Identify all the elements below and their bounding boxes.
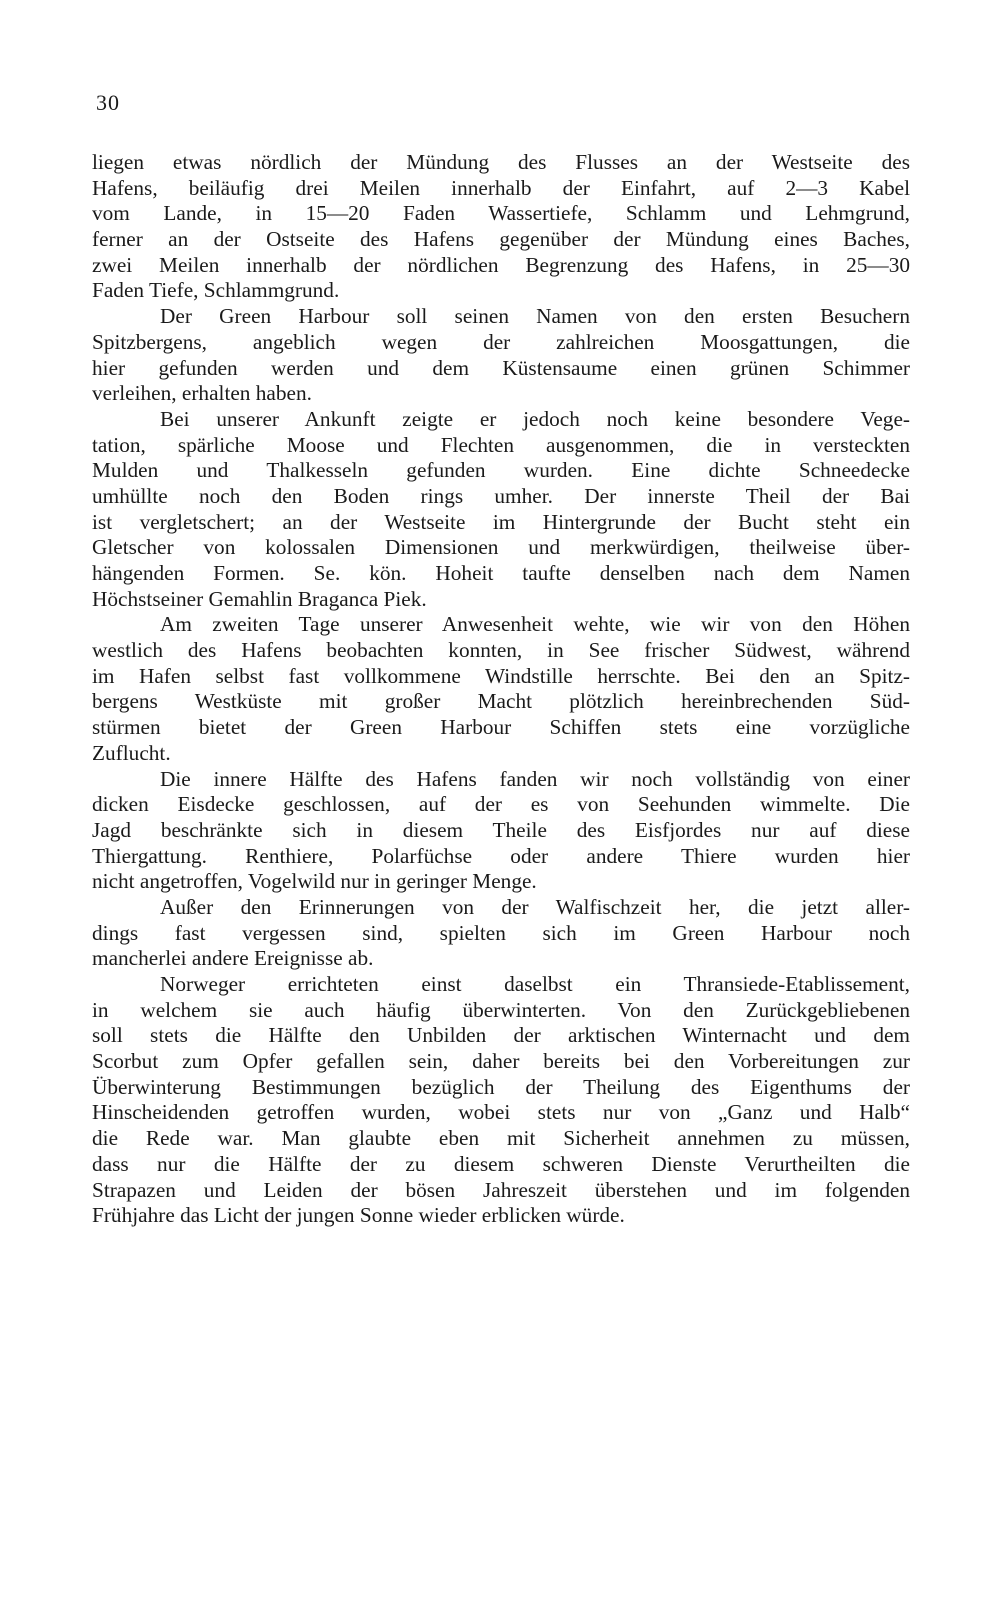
text-line: dings fast vergessen sind, spielten sich im Green Harbour noch [92, 920, 910, 945]
text-line: zwei Meilen innerhalb der nördlichen Begrenzung des Hafens, in 25—30 [92, 252, 910, 277]
text-line: Zuflucht. [92, 740, 171, 765]
text-line: westlich des Hafens beobachten konnten, in See frischer Südwest, während [92, 638, 910, 663]
text-line: umhüllte noch den Boden rings umher. Der innerste Theil der Bai [92, 483, 910, 508]
text-line: verleihen, erhalten haben. [92, 381, 312, 406]
body-text [92, 150, 910, 1229]
text-line: Frühjahre das Licht der jungen Sonne wieder erblicken würde. [92, 1203, 625, 1228]
text-line: Mulden und Thalkesseln gefunden wurden. Eine dichte Schneedecke [92, 458, 910, 483]
text-line: Scorbut zum Opfer gefallen sein, daher bereits bei den Vorbereitungen zur [92, 1049, 910, 1074]
text-line: Jagd beschränkte sich in diesem Theile des Eisfjordes nur auf diese [92, 817, 910, 842]
text-line: tation, spärliche Moose und Flechten ausgenommen, die in versteckten [92, 432, 910, 457]
text-line: hier gefunden werden und dem Küstensaume einen grünen Schimmer [92, 355, 910, 380]
text-line: Außer den Erinnerungen von der Walfischzeit her, die jetzt aller- [160, 894, 910, 919]
text-line: Hinscheidenden getroffen wurden, wobei stets nur von „Ganz und Halb“ [92, 1100, 910, 1125]
text-line: in welchem sie auch häufig überwinterten. Von den Zurückgebliebenen [92, 997, 910, 1022]
text-line: stürmen bietet der Green Harbour Schiffen stets eine vorzügliche [92, 715, 910, 740]
text-line: die Rede war. Man glaubte eben mit Sicherheit annehmen zu müssen, [92, 1126, 910, 1151]
text-line: Spitzbergens, angeblich wegen der zahlreichen Moosgattungen, die [92, 329, 910, 354]
text-line: Der Green Harbour soll seinen Namen von den ersten Besuchern [160, 304, 910, 329]
text-line: Überwinterung Bestimmungen bezüglich der Theilung des Eigenthums der [92, 1074, 910, 1099]
paragraph-7 [92, 972, 910, 1229]
text-line: Strapazen und Leiden der bösen Jahreszeit überstehen und im folgenden [92, 1177, 910, 1202]
text-line: ist vergletschert; an der Westseite im Hintergrunde der Bucht steht ein [92, 509, 910, 534]
text-line: soll stets die Hälfte den Unbilden der arktischen Winternacht und dem [92, 1023, 910, 1048]
text-line: Faden Tiefe, Schlammgrund. [92, 278, 340, 303]
text-line: bergens Westküste mit großer Macht plötzlich hereinbrechenden Süd- [92, 689, 910, 714]
text-line: dicken Eisdecke geschlossen, auf der es von Seehunden wimmelte. Die [92, 792, 910, 817]
text-line: ferner an der Ostseite des Hafens gegenüber der Mündung eines Baches, [92, 227, 910, 252]
paragraph-5 [92, 767, 910, 895]
paragraph-2 [92, 304, 910, 407]
text-line: vom Lande, in 15—20 Faden Wassertiefe, Schlamm und Lehmgrund, [92, 201, 910, 226]
text-line: dass nur die Hälfte der zu diesem schweren Dienste Verurtheilten die [92, 1151, 910, 1176]
text-line: Am zweiten Tage unserer Anwesenheit wehte, wie wir von den Höhen [160, 612, 910, 637]
text-line: nicht angetroffen, Vogelwild nur in geringer Menge. [92, 869, 537, 894]
text-line: Norweger errichteten einst daselbst ein Thransiede-Etablissement, [160, 972, 910, 996]
text-line: Die innere Hälfte des Hafens fanden wir noch vollständig von einer [160, 766, 910, 791]
text-line: Höchstseiner Gemahlin Braganca Piek. [92, 586, 427, 611]
page-number: 30 [96, 90, 120, 115]
paragraph-1 [92, 150, 910, 304]
text-line: Hafens, beiläufig drei Meilen innerhalb der Einfahrt, auf 2—3 Kabel [92, 175, 910, 200]
text-line: Gletscher von kolossalen Dimensionen und merkwürdigen, theilweise über- [92, 535, 910, 560]
text-line: im Hafen selbst fast vollkommene Windstille herrschte. Bei den an Spitz- [92, 663, 910, 688]
text-line: mancherlei andere Ereignisse ab. [92, 946, 374, 971]
paragraph-4 [92, 612, 910, 766]
paragraph-3 [92, 407, 910, 613]
text-line: liegen etwas nördlich der Mündung des Flusses an der Westseite des [92, 150, 910, 174]
text-line: Thiergattung. Renthiere, Polarfüchse oder andere Thiere wurden hier [92, 843, 910, 868]
text-line: Bei unserer Ankunft zeigte er jedoch noch keine besondere Vege- [160, 406, 910, 431]
paragraph-6 [92, 895, 910, 972]
text-line: hängenden Formen. Se. kön. Hoheit taufte denselben nach dem Namen [92, 561, 910, 585]
